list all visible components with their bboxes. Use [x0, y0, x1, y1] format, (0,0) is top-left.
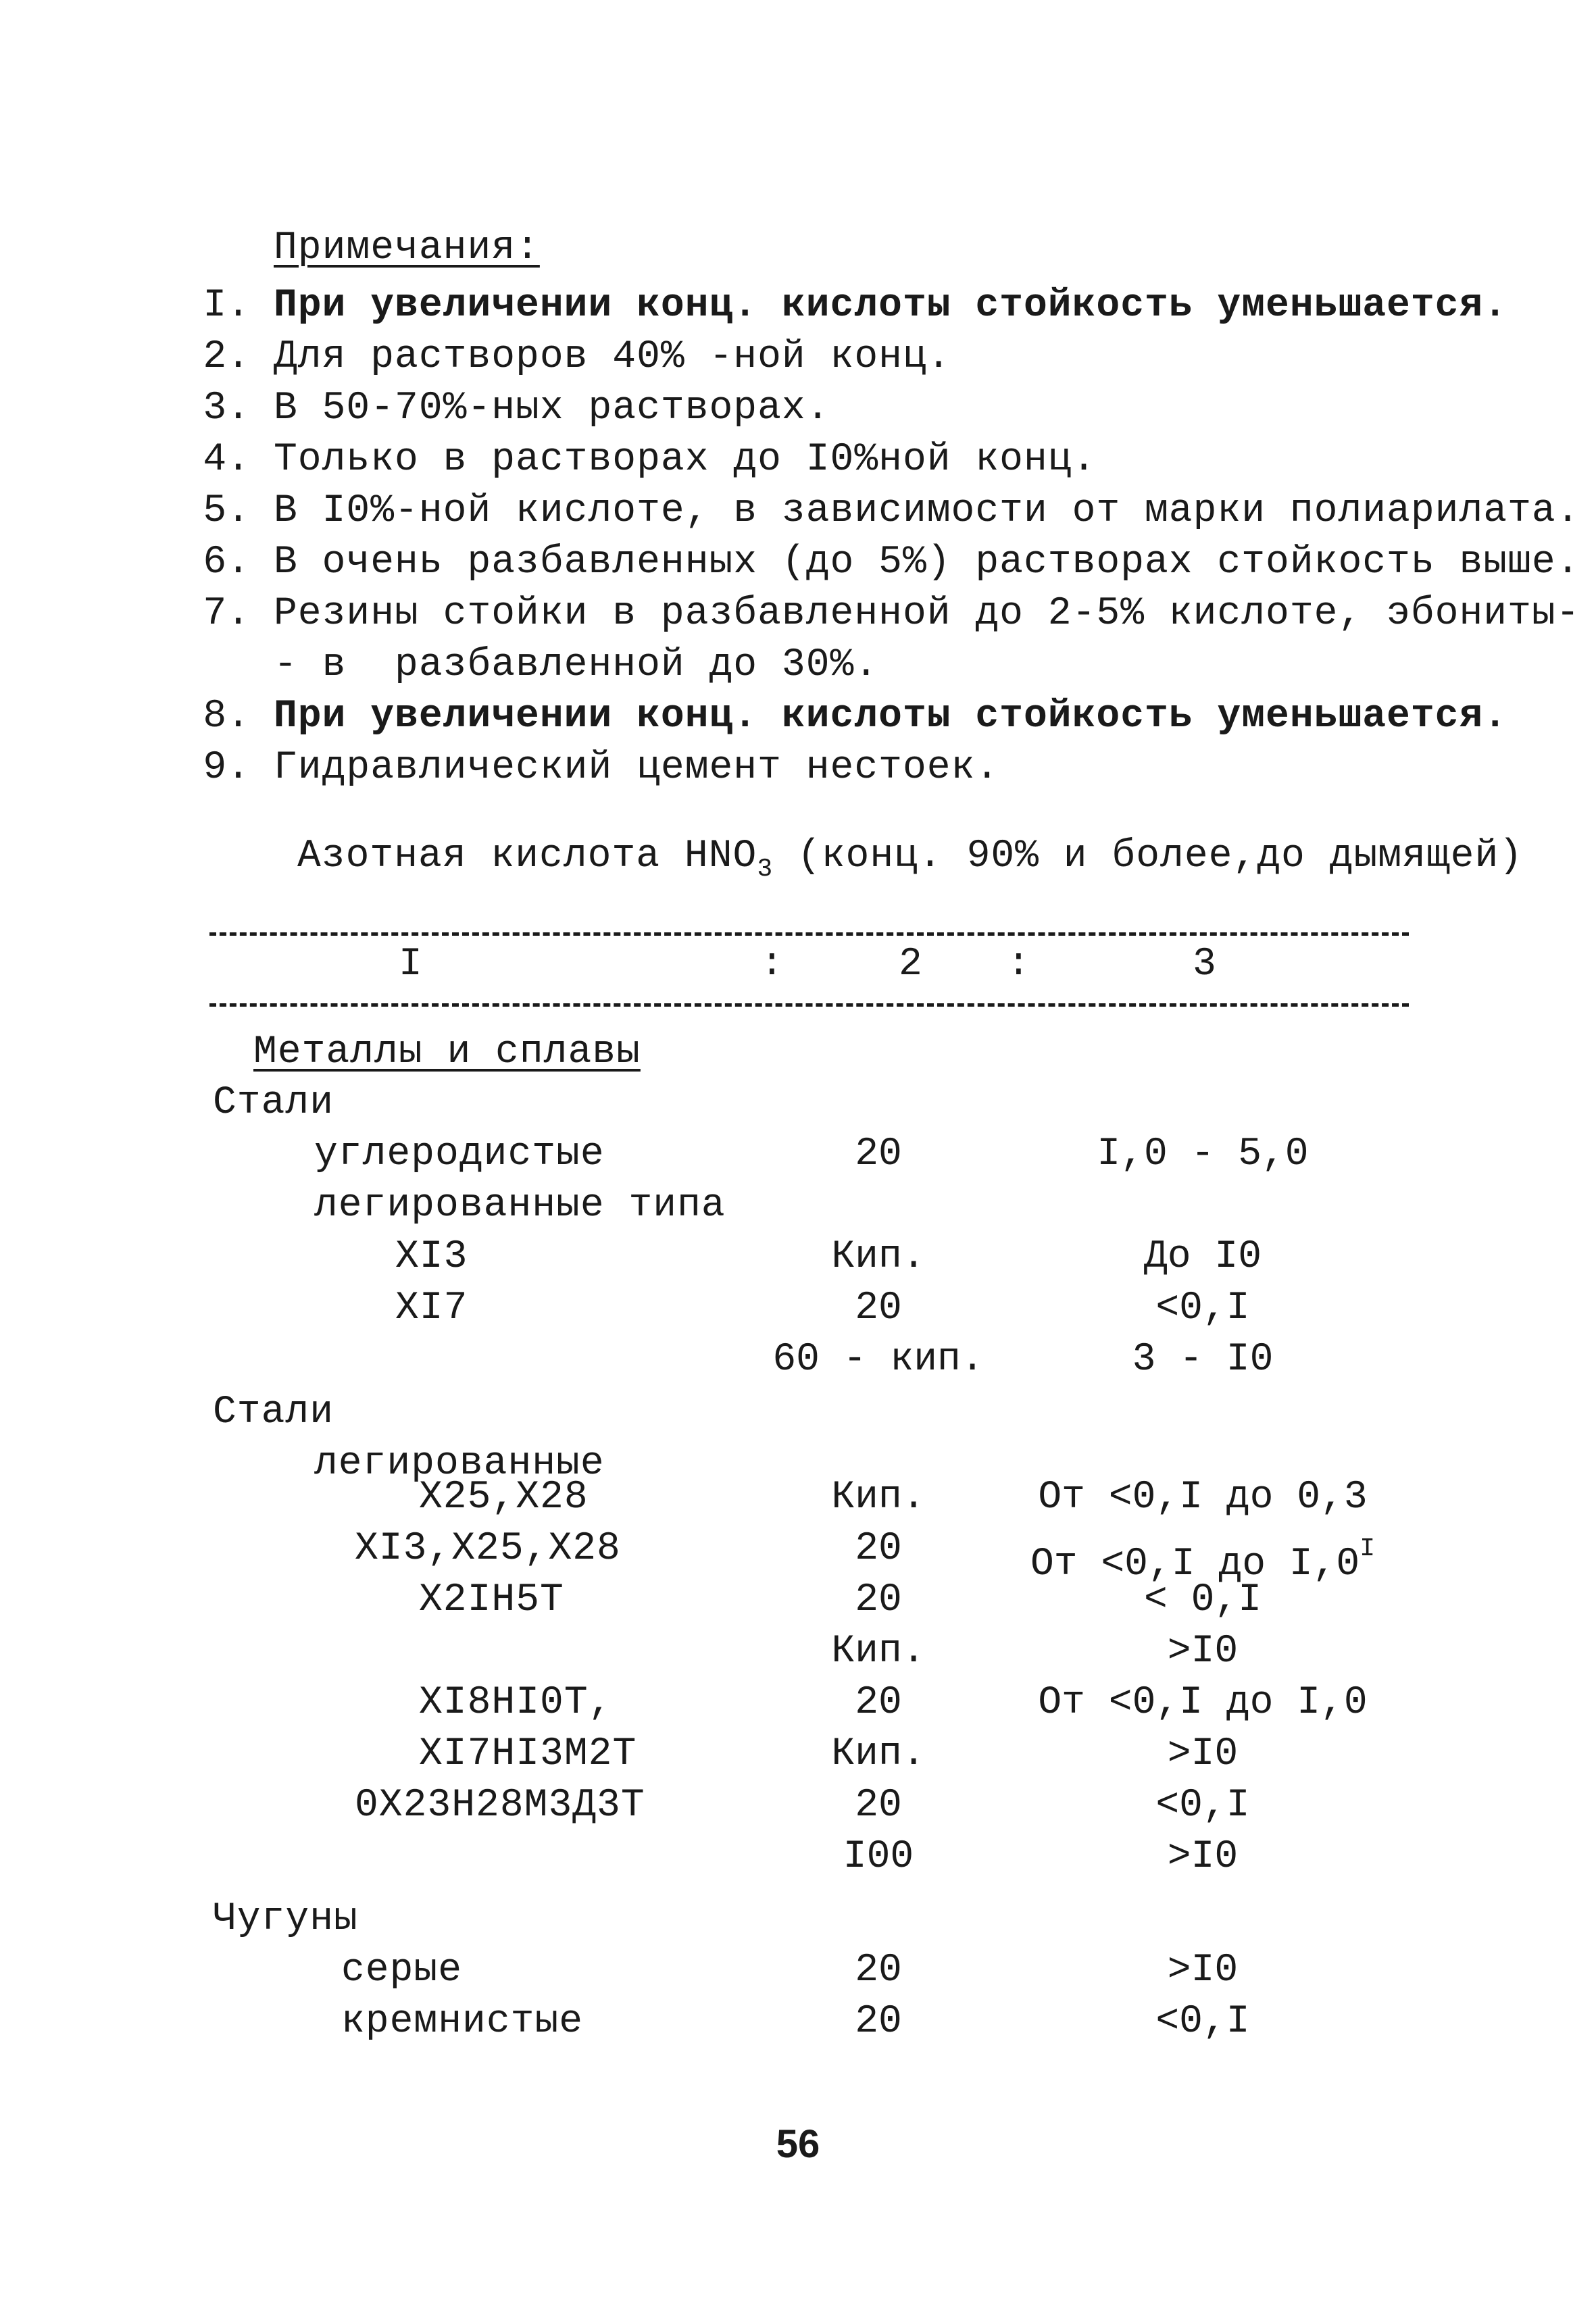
table-row-label: Стали	[213, 1390, 334, 1434]
table-row-label: Стали	[213, 1081, 334, 1125]
note-text: Для растворов 40% -ной конц.	[274, 335, 951, 379]
table-row-label: XI3	[395, 1235, 468, 1279]
table-row-label: XI7	[395, 1286, 468, 1330]
column-separator: :	[1007, 942, 1031, 986]
table-cell-rate: >I0	[1167, 1835, 1239, 1879]
note-text: Только в растворах до I0%ной конц.	[274, 438, 1097, 482]
table-cell-rate: 3 - I0	[1132, 1338, 1274, 1382]
note-text: Гидравлический цемент нестоек.	[274, 746, 1000, 790]
note-text: При увеличении конц. кислоты стойкость уменьшается.	[274, 695, 1508, 738]
table-cell-temperature: 20	[855, 1527, 902, 1571]
table-cell-rate: I,0 - 5,0	[1097, 1132, 1309, 1176]
table-cell-rate: <0,I	[1155, 1784, 1250, 1828]
note-text: При увеличении конц. кислоты стойкость уменьшается.	[274, 284, 1508, 328]
note-number: 6.	[203, 540, 250, 584]
table-row-label: X25,X28	[419, 1476, 589, 1519]
note-number: I.	[203, 284, 250, 328]
table-top-rule	[209, 932, 1409, 936]
table-cell-temperature: Кип.	[831, 1630, 926, 1674]
note-text: Резины стойки в разбавленной до 2-5% кислоте, эбониты-	[274, 592, 1580, 636]
table-cell-temperature: 20	[855, 2000, 902, 2044]
column-header-3: 3	[1193, 942, 1217, 986]
table-cell-rate: <0,I	[1155, 2000, 1250, 2044]
table-cell-temperature: 60 - кип.	[772, 1338, 984, 1382]
table-cell-rate-value: От <0,I до I,0	[1030, 1542, 1360, 1586]
section-title	[297, 834, 1523, 892]
table-row-label: 0X23H28M3Д3T	[355, 1784, 645, 1828]
footnote-marker: I	[1360, 1534, 1376, 1563]
table-row-label: Чугуны	[213, 1897, 358, 1941]
note-text: В очень разбавленных (до 5%) растворах стойкость выше.	[274, 540, 1580, 584]
table-row-label: XI3,X25,X28	[355, 1527, 621, 1571]
table-cell-temperature: Кип.	[831, 1732, 926, 1776]
column-header-1: I	[399, 942, 423, 986]
table-cell-temperature: Кип.	[831, 1235, 926, 1279]
table-row-label: XI8HI0T,	[419, 1681, 613, 1725]
table-row-label: XI7HI3M2T	[419, 1732, 637, 1776]
table-cell-temperature: 20	[855, 1132, 902, 1176]
table-cell-temperature: I00	[843, 1835, 914, 1879]
table-row-label: углеродистые	[314, 1132, 605, 1176]
table-row-label: кремнистые	[341, 2000, 584, 2044]
note-number: 2.	[203, 335, 250, 379]
section-title-main: Азотная кислота HNO	[297, 834, 757, 878]
table-cell-rate: <0,I	[1155, 1286, 1250, 1330]
note-text-continuation: - в разбавленной до 30%.	[274, 643, 879, 687]
table-cell-rate: >I0	[1167, 1948, 1239, 1992]
column-separator: :	[760, 942, 784, 986]
table-cell-temperature: 20	[855, 1681, 902, 1725]
page-number: 56	[776, 2122, 820, 2166]
note-number: 4.	[203, 438, 250, 482]
table-cell-rate: До I0	[1143, 1235, 1262, 1279]
table-header-rule	[209, 1003, 1409, 1007]
note-text: В I0%-ной кислоте, в зависимости от марки полиарилата.	[274, 489, 1580, 533]
table-cell-rate: >I0	[1167, 1732, 1239, 1776]
note-number: 9.	[203, 746, 250, 790]
table-row-label: легированные типа	[314, 1184, 726, 1228]
section-title-subscript: 3	[757, 855, 774, 884]
table-cell-temperature: 20	[855, 1578, 902, 1622]
column-header-2: 2	[899, 942, 923, 986]
note-number: 5.	[203, 489, 250, 533]
table-cell-rate: >I0	[1167, 1630, 1239, 1674]
note-number: 3.	[203, 386, 250, 430]
table-row-label: легированные	[314, 1442, 605, 1486]
table-row-label: серые	[341, 1948, 463, 1992]
notes-heading: Примечания:	[274, 226, 540, 270]
table-cell-rate: От <0,I до 0,3	[1038, 1476, 1368, 1519]
note-text: В 50-70%-ных растворах.	[274, 386, 830, 430]
note-number: 8.	[203, 695, 250, 738]
group-title: Металлы и сплавы	[253, 1030, 641, 1074]
table-cell-temperature: 20	[855, 1948, 902, 1992]
table-cell-temperature: Кип.	[831, 1476, 926, 1519]
table-cell-temperature: 20	[855, 1784, 902, 1828]
table-cell-temperature: 20	[855, 1286, 902, 1330]
section-title-rest: (конц. 90% и более,до дымящей)	[773, 834, 1524, 878]
table-row-label: X2IH5T	[419, 1578, 564, 1622]
table-cell-rate: < 0,I	[1143, 1578, 1262, 1622]
note-number: 7.	[203, 592, 250, 636]
table-cell-rate: От <0,I до I,0	[1038, 1681, 1368, 1725]
